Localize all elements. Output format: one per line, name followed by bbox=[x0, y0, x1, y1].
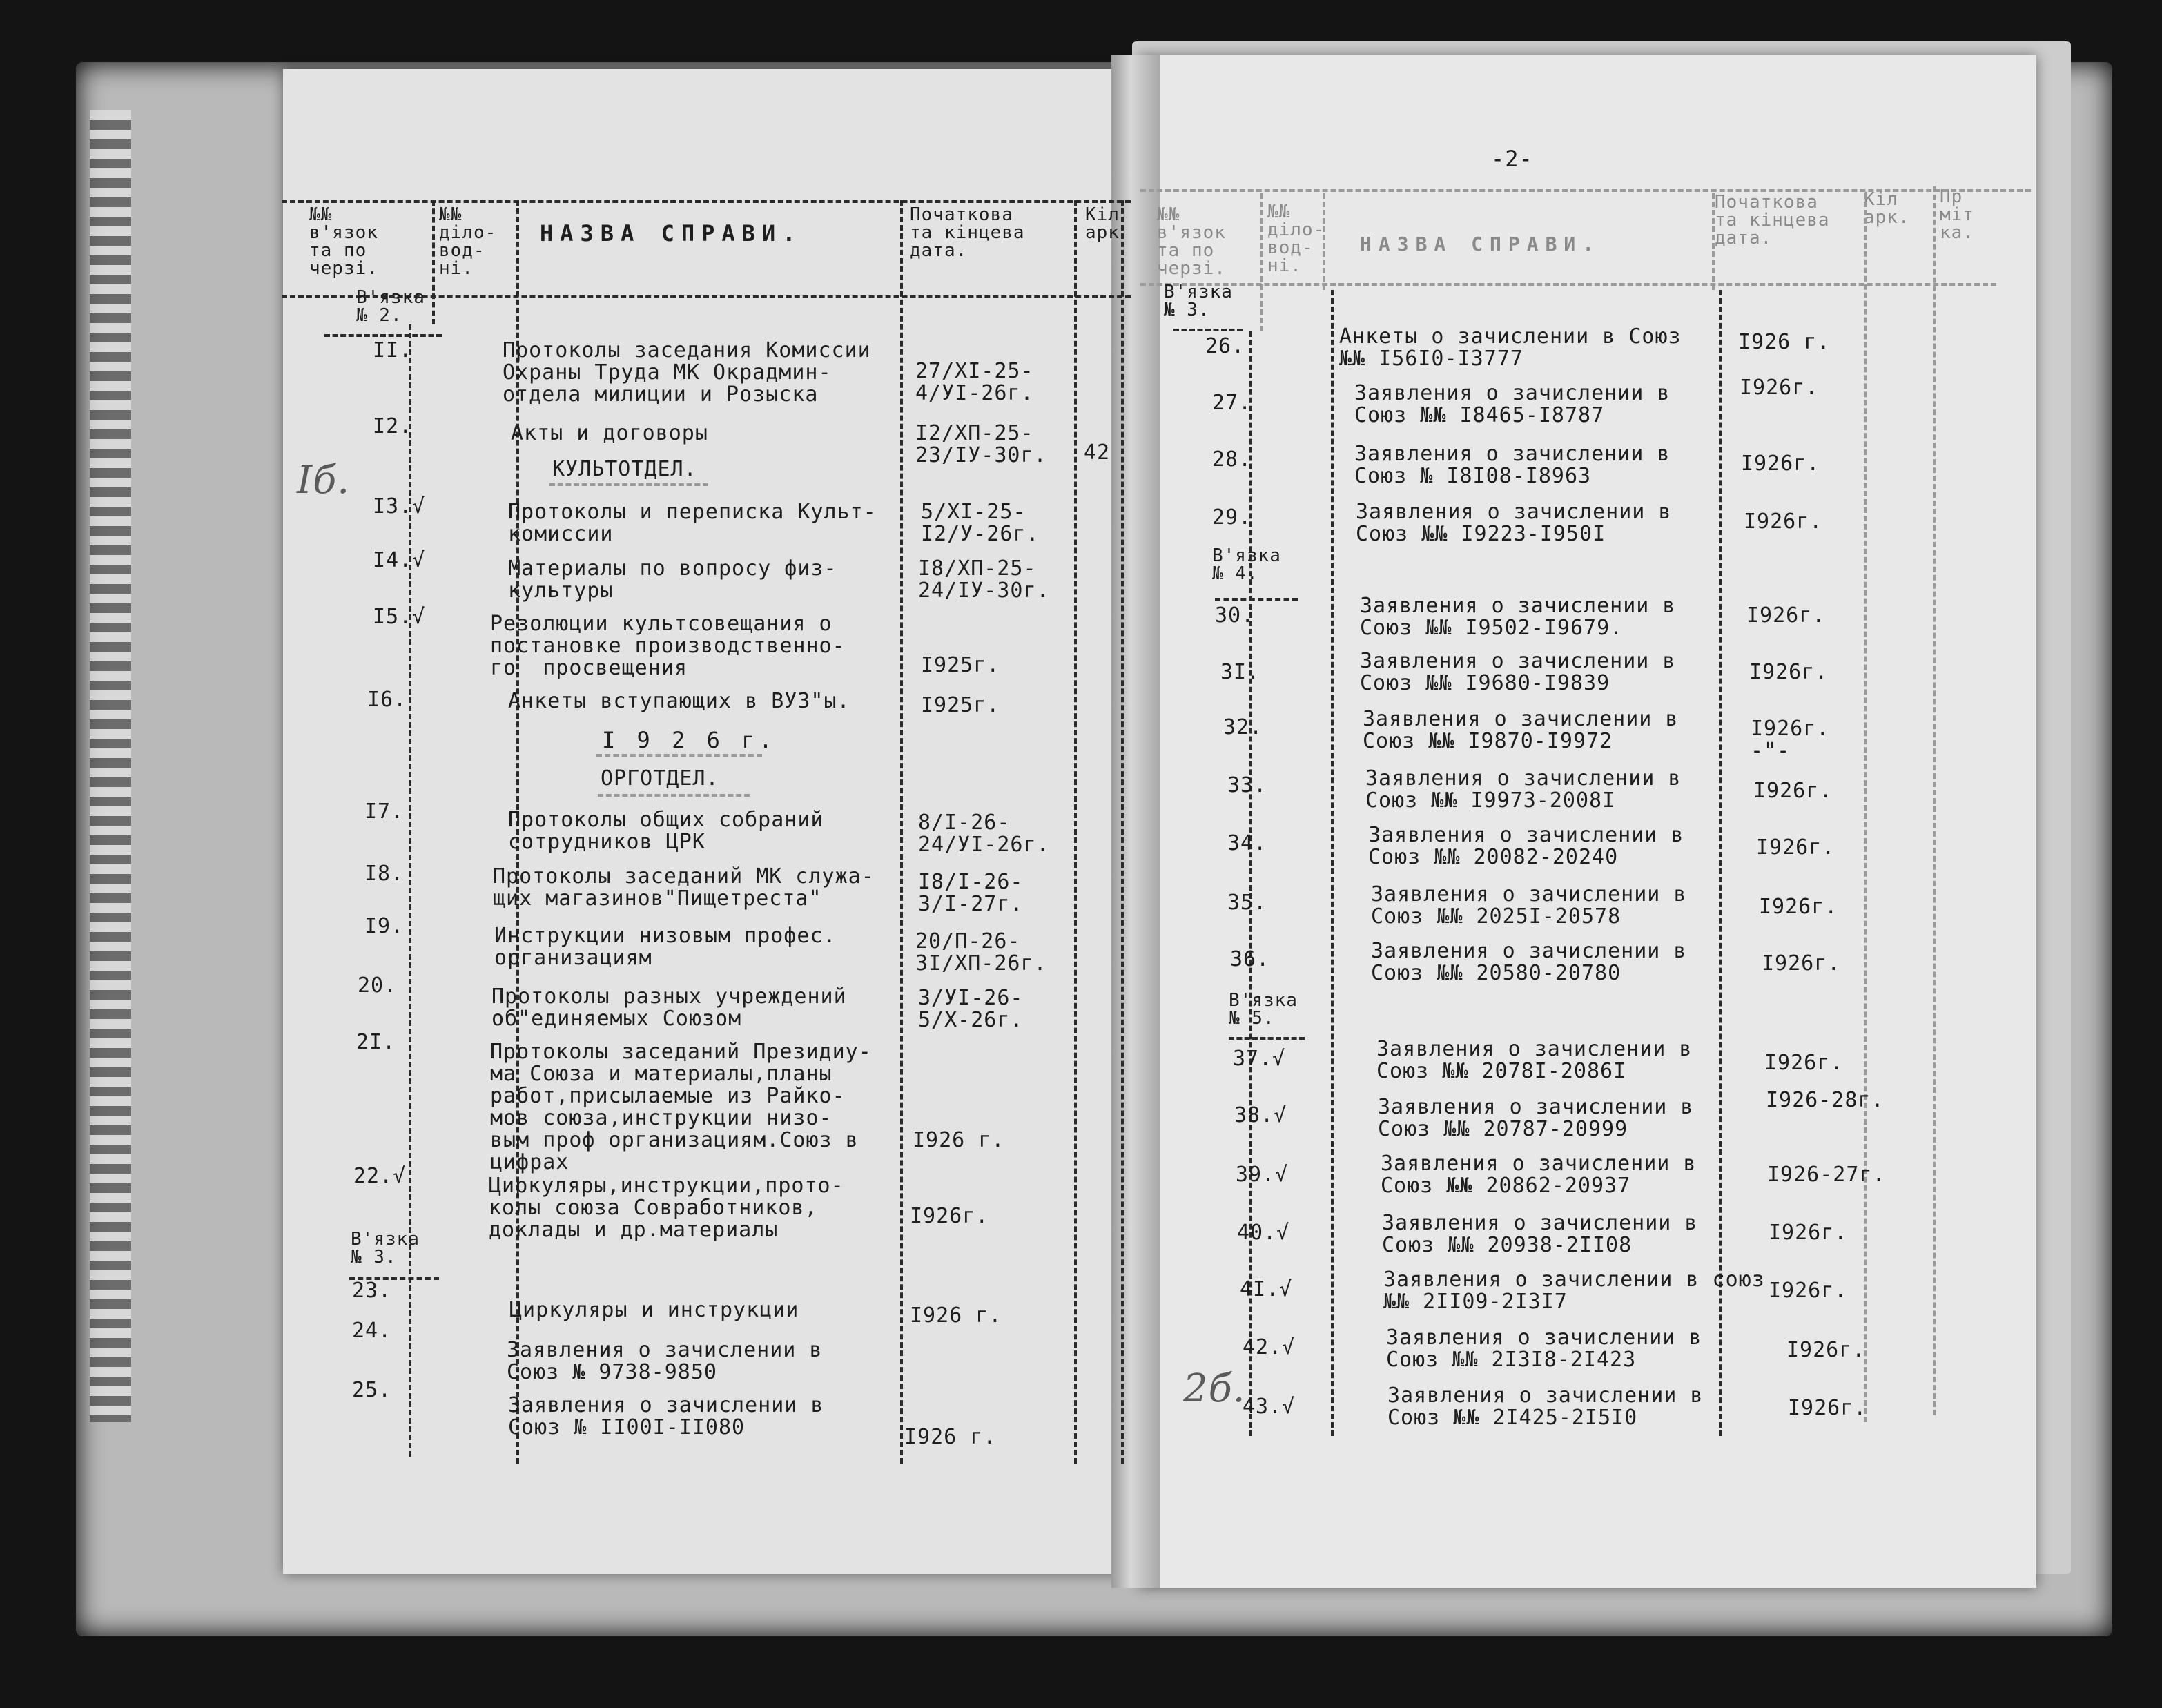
entry-title: Протоколы общих собраний сотрудников ЦРК bbox=[508, 808, 824, 854]
entry-title: Резолюции культсовещания о постановке производственно- го просвещения bbox=[490, 612, 846, 680]
entry-dates: I926г. bbox=[1741, 452, 1820, 476]
entry-dates: I925г. bbox=[921, 693, 1000, 717]
entry-title: Заявления о зачислении в Союз №№ 2025I-20578 bbox=[1371, 882, 1687, 929]
entry-dates: 20/П-26- 3I/XП-26г. bbox=[915, 929, 1047, 976]
cover-edge bbox=[90, 110, 131, 1422]
section-underline bbox=[549, 483, 708, 486]
entry-title: Анкеты о зачислении в Союз №№ I56I0-I3777 bbox=[1339, 324, 1682, 371]
entry-number: I6. bbox=[367, 688, 407, 712]
entry-title: Заявления о зачислении в Союз №№ I8465-I8787 bbox=[1354, 381, 1671, 427]
bundle-rule bbox=[324, 334, 442, 337]
entry-dates: 5/XI-25- I2/У-26г. bbox=[921, 500, 1040, 546]
entry-title: Заявления о зачислении в Союз №№ 2I3I8-2I423 bbox=[1386, 1326, 1702, 1372]
entry-dates: 3/УI-26- 5/X-26г. bbox=[918, 986, 1024, 1032]
entry-number: 28. bbox=[1212, 447, 1252, 472]
left-col-divider-3 bbox=[900, 200, 903, 1464]
entry-dates: I926г. bbox=[1786, 1338, 1866, 1362]
entry-title: Протоколы заседаний МК служа- щих магазинов"Пищетреста" bbox=[493, 864, 875, 911]
entry-title: Заявления о зачислении в Союз №№ I9870-I9972 bbox=[1363, 707, 1679, 753]
entry-dates: I926г. bbox=[1746, 603, 1826, 628]
bundle-label: В'язка № 4. bbox=[1212, 545, 1281, 584]
entry-title: Акты и договоры bbox=[511, 421, 708, 445]
right-col-divider-1b bbox=[1249, 331, 1252, 1436]
right-header-col3: НАЗВА СПРАВИ. bbox=[1360, 233, 1601, 255]
entry-number: I4.√ bbox=[373, 548, 426, 572]
left-header-col2: №№ діло- вод- ні. bbox=[439, 204, 497, 279]
entry-title: Циркуляры и инструкции bbox=[509, 1298, 799, 1322]
entry-number: 26. bbox=[1205, 334, 1245, 358]
bundle-label: В'язка № 3. bbox=[1164, 282, 1233, 320]
entry-number: 29. bbox=[1212, 505, 1252, 530]
entry-title: Инструкции низовым профес. организациям bbox=[494, 924, 837, 970]
right-header-col1: №№ в'язок та по черзі. bbox=[1157, 204, 1226, 279]
entry-number: 32. bbox=[1223, 715, 1263, 739]
entry-title: Заявления о зачислении в Союз №№ 20580-20780 bbox=[1371, 939, 1687, 985]
entry-dates: I926г. bbox=[1762, 951, 1841, 976]
entry-dates: 27/XI-25- 4/УI-26г. bbox=[915, 359, 1034, 405]
bundle-label: В'язка № 2. bbox=[356, 287, 425, 326]
entry-title: Анкеты вступающих в ВУЗ"ы. bbox=[508, 689, 850, 713]
entry-dates: I926-28г. bbox=[1766, 1088, 1885, 1112]
left-header-col5: Кіл арк bbox=[1085, 204, 1120, 243]
entry-title: Циркуляры,инструкции,прото- колы союза Совработников, доклады и др.материалы bbox=[489, 1174, 844, 1242]
right-header-col4: Початкова та кінцева дата. bbox=[1715, 192, 1830, 249]
entry-dates: I926г. bbox=[1764, 1051, 1844, 1075]
entry-number: I3.√ bbox=[373, 494, 426, 518]
entry-number: 27. bbox=[1212, 391, 1252, 415]
entry-number: 4I.√ bbox=[1240, 1277, 1293, 1301]
entry-title: Материалы по вопросу физ- культуры bbox=[508, 556, 837, 603]
entry-number: 43.√ bbox=[1243, 1395, 1296, 1419]
entry-title: Протоколы заседаний Президиу- ма Союза и материалы,планы работ,присылаемые из Райко- мов союза,инструкции низо- вым проф организациям.Союз в цифрах bbox=[490, 1040, 872, 1174]
bundle-rule bbox=[1215, 598, 1298, 601]
entry-sheets: 42 bbox=[1084, 440, 1111, 465]
year-underline bbox=[596, 754, 762, 757]
entry-number: 23. bbox=[352, 1279, 392, 1303]
right-col-divider-3 bbox=[1712, 193, 1715, 290]
entry-title: Заявления о зачислении в Союз № 9738-9850 bbox=[507, 1338, 823, 1384]
entry-dates: I8/XП-25- 24/IУ-30г. bbox=[918, 556, 1050, 603]
entry-number: I9. bbox=[364, 914, 405, 938]
bundle-rule bbox=[1173, 329, 1243, 331]
bundle-label: В'язка № 3. bbox=[351, 1229, 420, 1268]
entry-title: Заявления о зачислении в союз №№ 2II09-2I3I7 bbox=[1383, 1268, 1765, 1314]
right-header-rule-bottom bbox=[1140, 283, 1996, 286]
entry-number: I8. bbox=[364, 862, 405, 886]
entry-dates: I926г. bbox=[1788, 1396, 1867, 1420]
entry-title: Заявления о зачислении в Союз № II00I-II080 bbox=[508, 1393, 824, 1439]
right-col-divider-5 bbox=[1933, 186, 1936, 1415]
entry-number: 42.√ bbox=[1243, 1335, 1296, 1359]
entry-dates: I926г. bbox=[1769, 1221, 1848, 1245]
entry-dates: I926 г. bbox=[904, 1425, 997, 1449]
left-col-divider-1 bbox=[432, 200, 435, 324]
page-number: -2- bbox=[1491, 146, 1533, 172]
entry-number: 3I. bbox=[1220, 660, 1260, 684]
entry-title: Заявления о зачислении в Союз №№ I9223-I950I bbox=[1356, 500, 1672, 546]
entry-dates: I926г. bbox=[1749, 660, 1829, 684]
entry-dates: 8/I-26- 24/УI-26г. bbox=[918, 811, 1050, 857]
pencil-mark-left: Iб. bbox=[297, 458, 351, 503]
entry-dates: I926 г. bbox=[910, 1303, 1002, 1328]
entry-dates: I926 г. bbox=[1738, 330, 1831, 354]
year-heading: I 9 2 6 г. bbox=[602, 727, 777, 753]
entry-number: 35. bbox=[1227, 891, 1267, 915]
entry-title: Заявления о зачислении в Союз № I8I08-I8963 bbox=[1354, 442, 1671, 488]
right-col-divider-2b bbox=[1331, 290, 1334, 1436]
entry-title: Заявления о зачислении в Союз №№ 20787-20999 bbox=[1378, 1095, 1694, 1141]
bundle-rule bbox=[1229, 1037, 1305, 1040]
pencil-mark-right: 2б. bbox=[1183, 1366, 1246, 1411]
entry-number: 25. bbox=[352, 1378, 392, 1402]
right-col-divider-3b bbox=[1719, 290, 1722, 1436]
entry-number: 33. bbox=[1227, 773, 1267, 797]
section-heading: КУЛЬТОТДЕЛ. bbox=[552, 457, 697, 481]
entry-title: Заявления о зачислении в Союз №№ I9680-I9839 bbox=[1360, 649, 1676, 695]
entry-title: Протоколы и переписка Культ- комиссии bbox=[508, 500, 877, 546]
entry-number: 39.√ bbox=[1236, 1163, 1289, 1187]
entry-title: Заявления о зачислении в Союз №№ 2078I-2086I bbox=[1376, 1037, 1693, 1083]
left-col-divider-5 bbox=[1121, 200, 1124, 1464]
section-underline bbox=[598, 794, 750, 797]
entry-number: 34. bbox=[1227, 831, 1267, 855]
entry-title: Заявления о зачислении в Союз №№ I9973-2008I bbox=[1365, 766, 1682, 813]
entry-dates: I926г. -"- bbox=[1751, 717, 1830, 763]
entry-number: I2. bbox=[373, 414, 413, 438]
entry-dates: I926-27г. bbox=[1767, 1163, 1886, 1187]
entry-number: 37.√ bbox=[1233, 1047, 1286, 1071]
entry-title: Протоколы заседания Комиссии Охраны Труда МК Окрадмин- отдела милиции и Розыска bbox=[503, 338, 871, 407]
entry-number: 36. bbox=[1230, 947, 1270, 971]
entry-dates: I926г. bbox=[1769, 1279, 1848, 1303]
entry-number: 20. bbox=[358, 973, 398, 998]
entry-number: 40.√ bbox=[1237, 1221, 1290, 1245]
right-header-col6: Пр міт ка. bbox=[1940, 186, 1974, 243]
entry-title: Заявления о зачислении в Союз №№ 20862-20937 bbox=[1381, 1152, 1697, 1198]
entry-title: Заявления о зачислении в Союз №№ I9502-I9679. bbox=[1360, 594, 1676, 640]
entry-number: 24. bbox=[352, 1319, 392, 1343]
entry-number: I7. bbox=[364, 799, 405, 824]
entry-number: II. bbox=[373, 338, 413, 362]
entry-number: 30. bbox=[1215, 603, 1255, 628]
left-header-col4: Початкова та кінцева дата. bbox=[910, 204, 1025, 261]
entry-dates: I926г. bbox=[910, 1204, 989, 1228]
entry-dates: I926г. bbox=[1744, 510, 1823, 534]
entry-title: Заявления о зачислении в Союз №№ 2I425-2I5I0 bbox=[1387, 1384, 1704, 1430]
right-header-col5: Кіл арк. bbox=[1864, 189, 1910, 228]
right-header-rule-top bbox=[1140, 189, 2031, 192]
right-header-col2: №№ діло- вод- ні. bbox=[1267, 202, 1325, 276]
entry-dates: I926г. bbox=[1759, 895, 1838, 919]
entry-number: 22.√ bbox=[353, 1164, 407, 1188]
entry-number: 2I. bbox=[356, 1030, 396, 1054]
entry-number: 38.√ bbox=[1234, 1103, 1287, 1127]
entry-title: Заявления о зачислении в Союз №№ 20082-20240 bbox=[1368, 823, 1684, 869]
entry-dates: I926г. bbox=[1740, 376, 1819, 400]
entry-dates: I8/I-26- 3/I-27г. bbox=[918, 870, 1024, 916]
entry-dates: I926 г. bbox=[913, 1128, 1005, 1152]
section-heading: ОРГОТДЕЛ. bbox=[601, 766, 719, 790]
left-col-divider-4 bbox=[1074, 200, 1077, 1464]
entry-dates: I926г. bbox=[1753, 779, 1833, 803]
right-col-divider-2 bbox=[1323, 193, 1325, 290]
entry-title: Заявления о зачислении в Союз №№ 20938-2II08 bbox=[1382, 1211, 1698, 1257]
bundle-label: В'язка № 5. bbox=[1229, 990, 1298, 1029]
right-col-divider-1 bbox=[1260, 193, 1263, 331]
entry-title: Протоколы разных учреждений об"единяемых Союзом bbox=[491, 984, 847, 1031]
left-header-rule-top bbox=[282, 200, 1131, 203]
left-header-col3: НАЗВА СПРАВИ. bbox=[540, 220, 803, 246]
entry-dates: I926г. bbox=[1756, 835, 1835, 860]
entry-dates: I2/XП-25- 23/IУ-30г. bbox=[915, 421, 1047, 467]
right-col-divider-4 bbox=[1864, 193, 1867, 1422]
left-header-col1: №№ в'язок та по черзі. bbox=[309, 204, 378, 279]
entry-number: I5.√ bbox=[373, 605, 426, 629]
entry-dates: I925г. bbox=[921, 653, 1000, 677]
